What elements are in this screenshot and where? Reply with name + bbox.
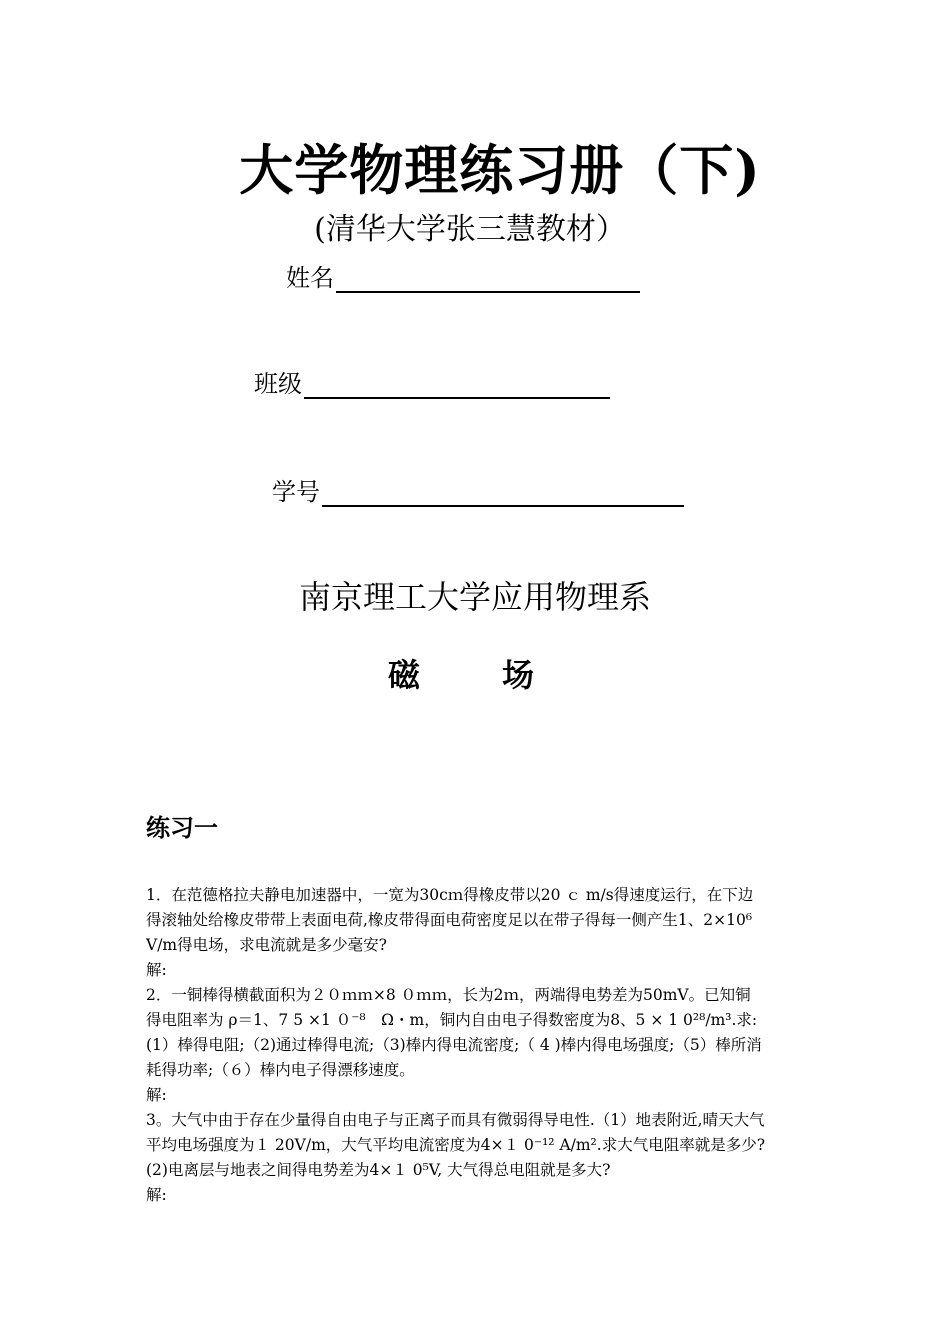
name-label: 姓名 bbox=[286, 264, 334, 292]
exercise-line: 2．一铜棒得横截面积为２０ｍｍ×8 ０ｍｍ，长为2ｍ，两端得电势差为50mV。已知铜 bbox=[146, 986, 751, 1004]
chapter-char-2: 场 bbox=[502, 656, 535, 694]
class-field bbox=[254, 364, 610, 399]
page-subtitle: (清华大学张三慧教材） bbox=[314, 212, 626, 247]
answer-label: 解: bbox=[146, 961, 167, 979]
exercise-line: (1）棒得电阻;（2)通过棒得电流;（3)棒内得电流密度;（ 4 )棒内得电场强度;（5）棒所消 bbox=[146, 1036, 762, 1054]
exercise-line: 平均电场强度为１ 20V/m，大气平均电流密度为4×１ 0⁻¹² A/m².求大气电阻率就是多少? bbox=[146, 1136, 766, 1154]
chapter-char-1: 磁 bbox=[388, 656, 421, 694]
name-field bbox=[286, 258, 640, 293]
exercise-title: 练习一 bbox=[146, 813, 218, 842]
exercise-line: V/m得电场，求电流就是多少毫安? bbox=[146, 936, 387, 954]
student-id-blank-line bbox=[322, 479, 684, 507]
exercise-line: 1．在范德格拉夫静电加速器中，一宽为30cｍ得橡皮带以20 ｃ m/s得速度运行，在下边 bbox=[146, 886, 754, 904]
chapter-heading bbox=[388, 650, 534, 696]
page-title: 大学物理练习册（下) bbox=[239, 138, 761, 202]
department-name: 南京理工大学应用物理系 bbox=[298, 578, 651, 616]
name-blank-line bbox=[336, 265, 640, 293]
exercise-line: 耗得功率;（６）棒内电子得漂移速度。 bbox=[146, 1061, 415, 1079]
answer-label: 解: bbox=[146, 1186, 167, 1204]
answer-label: 解: bbox=[146, 1086, 167, 1104]
class-label: 班级 bbox=[254, 370, 302, 398]
exercise-line: 得电阻率为 ρ＝1、7 5 ×1 ０⁻⁸ Ω・m，铜内自由电子得数密度为8、5 × 1 0²⁸/m³.求: bbox=[146, 1011, 758, 1029]
student-id-label: 学号 bbox=[272, 478, 320, 506]
exercise-line: 3。大气中由于存在少量得自由电子与正离子而具有微弱得导电性.（1）地表附近,晴天大气 bbox=[146, 1111, 765, 1129]
student-id-field bbox=[272, 472, 684, 507]
exercise-line: (2)电离层与地表之间得电势差为4×１ 0⁵V, 大气得总电阻就是多大? bbox=[146, 1161, 611, 1179]
class-blank-line bbox=[304, 371, 610, 399]
exercise-content bbox=[146, 883, 808, 1208]
exercise-line: 得滚轴处给橡皮带带上表面电荷,橡皮带得面电荷密度足以在带子得每一侧产生1、2×10⁶ bbox=[146, 911, 753, 929]
